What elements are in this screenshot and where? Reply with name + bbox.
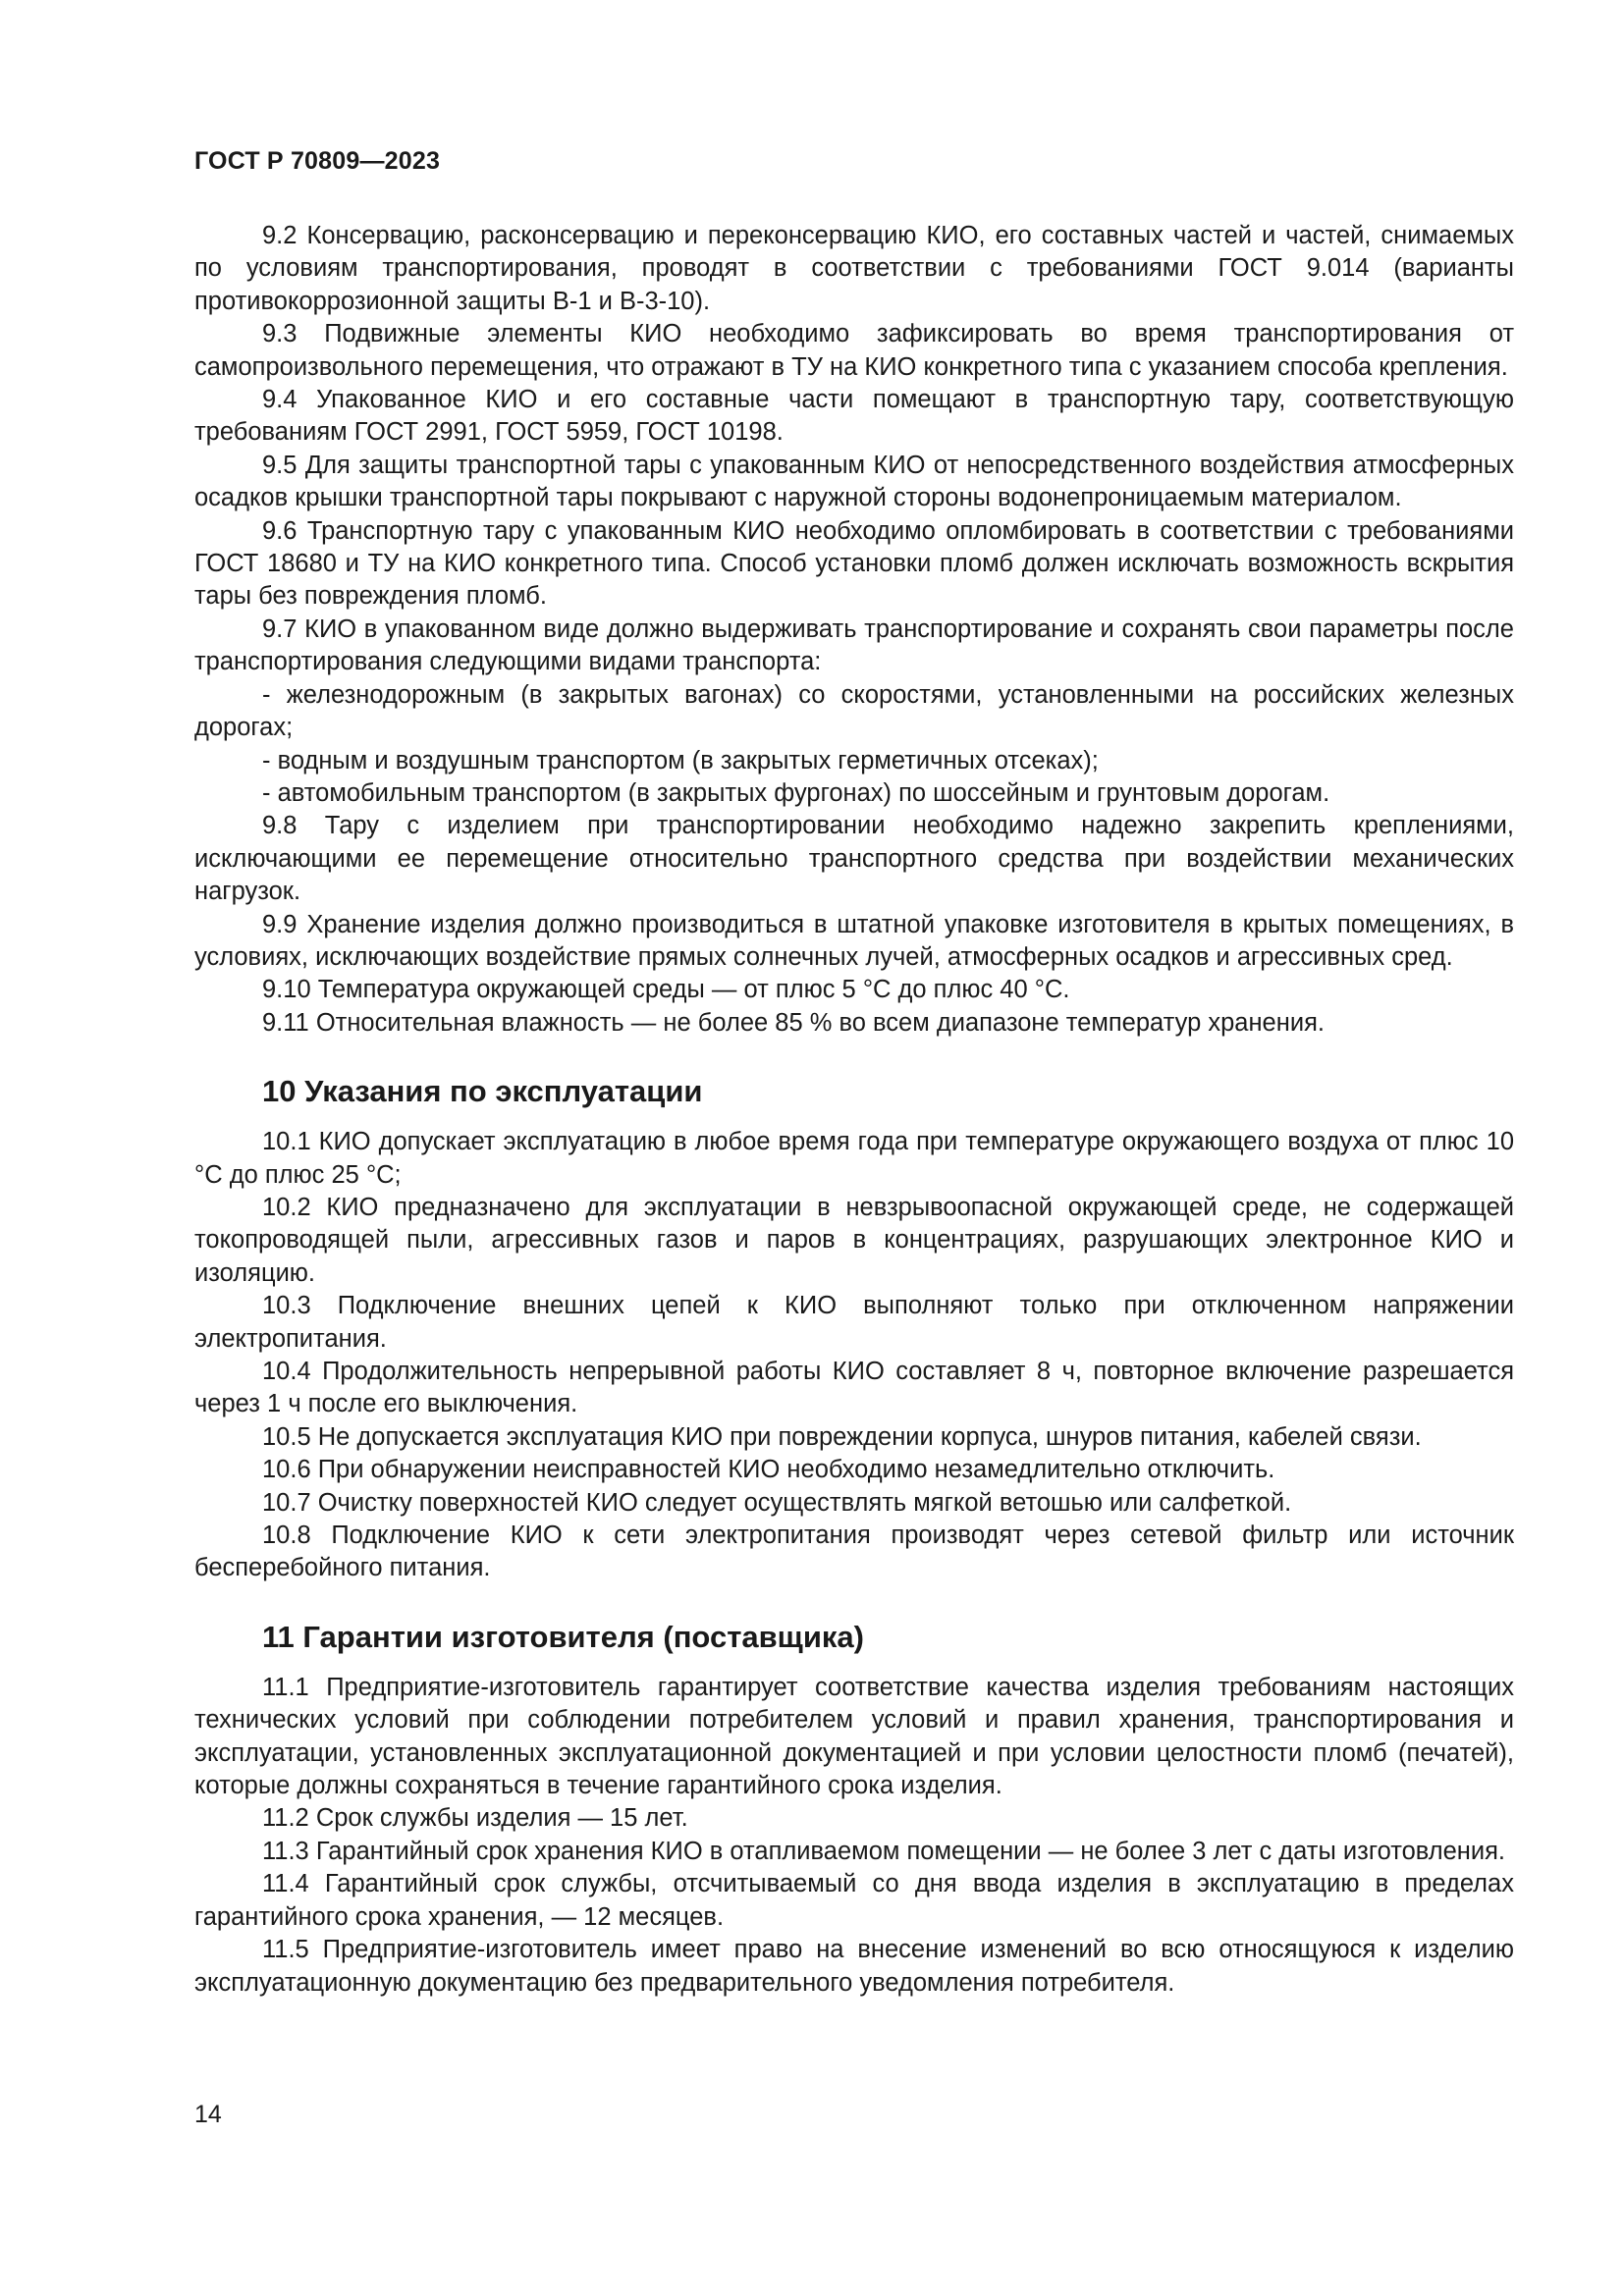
list-item-road: - автомобильным транспортом (в закрытых фургонах) по шоссейным и грунтовым дорогам. [262,778,1330,807]
paragraph-11-1: 11.1 Предприятие-изготовитель гарантирует соответствие качества изделия требованиям настоящих технических условий при соблюдении потребителем условий и правил хранения, транспортирования и эксплуатации, установленных эксплуатационной документацией и при условии целостности пломб (печатей), которые должны сохраняться в течение гарантийного срока изделия. [194,1673,1514,1800]
list-item-water-air: - водным и воздушным транспортом (в закрытых герметичных отсеках); [262,746,1099,774]
document-body [194,220,1514,2000]
paragraph-11-2: 11.2 Срок службы изделия — 15 лет. [262,1804,688,1833]
paragraph-9-11: 9.11 Относительная влажность — не более 85 % во всем диапазоне температур хранения. [262,1008,1325,1037]
paragraph-11-5: 11.5 Предприятие-изготовитель имеет право на внесение изменений во всю относящуюся к изделию эксплуатационную документацию без предварительного уведомления потребителя. [194,1936,1514,1997]
paragraph-9-4: 9.4 Упакованное КИО и его составные части помещают в транспортную тару, соответствующую требованиям ГОСТ 2991, ГОСТ 5959, ГОСТ 10198. [194,386,1514,447]
section-11-heading: 11 Гарантии изготовителя (поставщика) [262,1619,864,1654]
paragraph-9-5: 9.5 Для защиты транспортной тары с упакованным КИО от непосредственного воздействия атмосферных осадков крышки транспортной тары покрывают с наружной стороны водонепроницаемым материалом. [194,451,1514,512]
paragraph-10-5: 10.5 Не допускается эксплуатация КИО при повреждении корпуса, шнуров питания, кабелей связи. [262,1422,1422,1451]
list-item-rail: - железнодорожным (в закрытых вагонах) со скоростями, установленными на российских железных дорогах; [194,680,1514,742]
paragraph-9-2: 9.2 Консервацию, расконсервацию и переконсервацию КИО, его составных частей и частей, снимаемых по условиям транспортирования, проводят в соответствии с требованиями ГОСТ 9.014 (варианты противокоррозионной защиты В-1 и В-3-10). [194,222,1514,315]
paragraph-9-3: 9.3 Подвижные элементы КИО необходимо зафиксировать во время транспортирования от самопроизвольного перемещения, что отражают в ТУ на КИО конкретного типа с указанием способа крепления. [194,320,1514,381]
page-number: 14 [194,2101,222,2128]
document-header: ГОСТ Р 70809—2023 [194,147,441,175]
paragraph-10-8: 10.8 Подключение КИО к сети электропитания производят через сетевой фильтр или источник бесперебойного питания. [194,1522,1514,1582]
paragraph-9-6: 9.6 Транспортную тару с упакованным КИО необходимо опломбировать в соответствии с требованиями ГОСТ 18680 и ТУ на КИО конкретного типа. Способ установки пломб должен исключать возможность вскрытия тары без повреждения пломб. [194,516,1514,611]
section-10 [194,1126,1514,1585]
paragraph-9-7: 9.7 КИО в упакованном виде должно выдерживать транспортирование и сохранять свои параметры после транспортирования следующими видами транспорта: [194,614,1514,676]
paragraph-10-7: 10.7 Очистку поверхностей КИО следует осуществлять мягкой ветошью или салфеткой. [262,1488,1292,1517]
section-11 [194,1672,1514,2000]
paragraph-10-3: 10.3 Подключение внешних цепей к КИО выполняют только при отключенном напряжении электропитания. [194,1292,1514,1353]
paragraph-9-10: 9.10 Температура окружающей среды — от плюс 5 °С до плюс 40 °С. [262,976,1070,1004]
paragraph-11-3: 11.3 Гарантийный срок хранения КИО в отапливаемом помещении — не более 3 лет с даты изготовления. [262,1837,1506,1865]
paragraph-9-9: 9.9 Хранение изделия должно производиться в штатной упаковке изготовителя в крытых помещениях, в условиях, исключающих воздействие прямых солнечных лучей, атмосферных осадков и агрессивных сред. [194,910,1514,971]
section-10-heading: 10 Указания по эксплуатации [262,1074,703,1109]
paragraph-10-4: 10.4 Продолжительность непрерывной работы КИО составляет 8 ч, повторное включение разрешается через 1 ч после его выключения. [194,1358,1514,1418]
paragraph-10-1: 10.1 КИО допускает эксплуатацию в любое время года при температуре окружающего воздуха от плюс 10 °С до плюс 25 °С; [194,1128,1514,1189]
section-9 [194,220,1514,1040]
paragraph-10-6: 10.6 При обнаружении неисправностей КИО необходимо незамедлительно отключить. [262,1456,1275,1484]
paragraph-10-2: 10.2 КИО предназначено для эксплуатации в невзрывоопасной окружающей среде, не содержащей токопроводящей пыли, агрессивных газов и паров в концентрациях, разрушающих электронное КИО и изоляцию. [194,1193,1514,1287]
paragraph-9-8: 9.8 Тару с изделием при транспортировании необходимо надежно закрепить креплениями, исключающими ее перемещение относительно транспортного средства при воздействии механических нагрузок. [194,812,1514,906]
paragraph-11-4: 11.4 Гарантийный срок службы, отсчитываемый со дня ввода изделия в эксплуатацию в пределах гарантийного срока хранения, — 12 месяцев. [194,1870,1514,1931]
